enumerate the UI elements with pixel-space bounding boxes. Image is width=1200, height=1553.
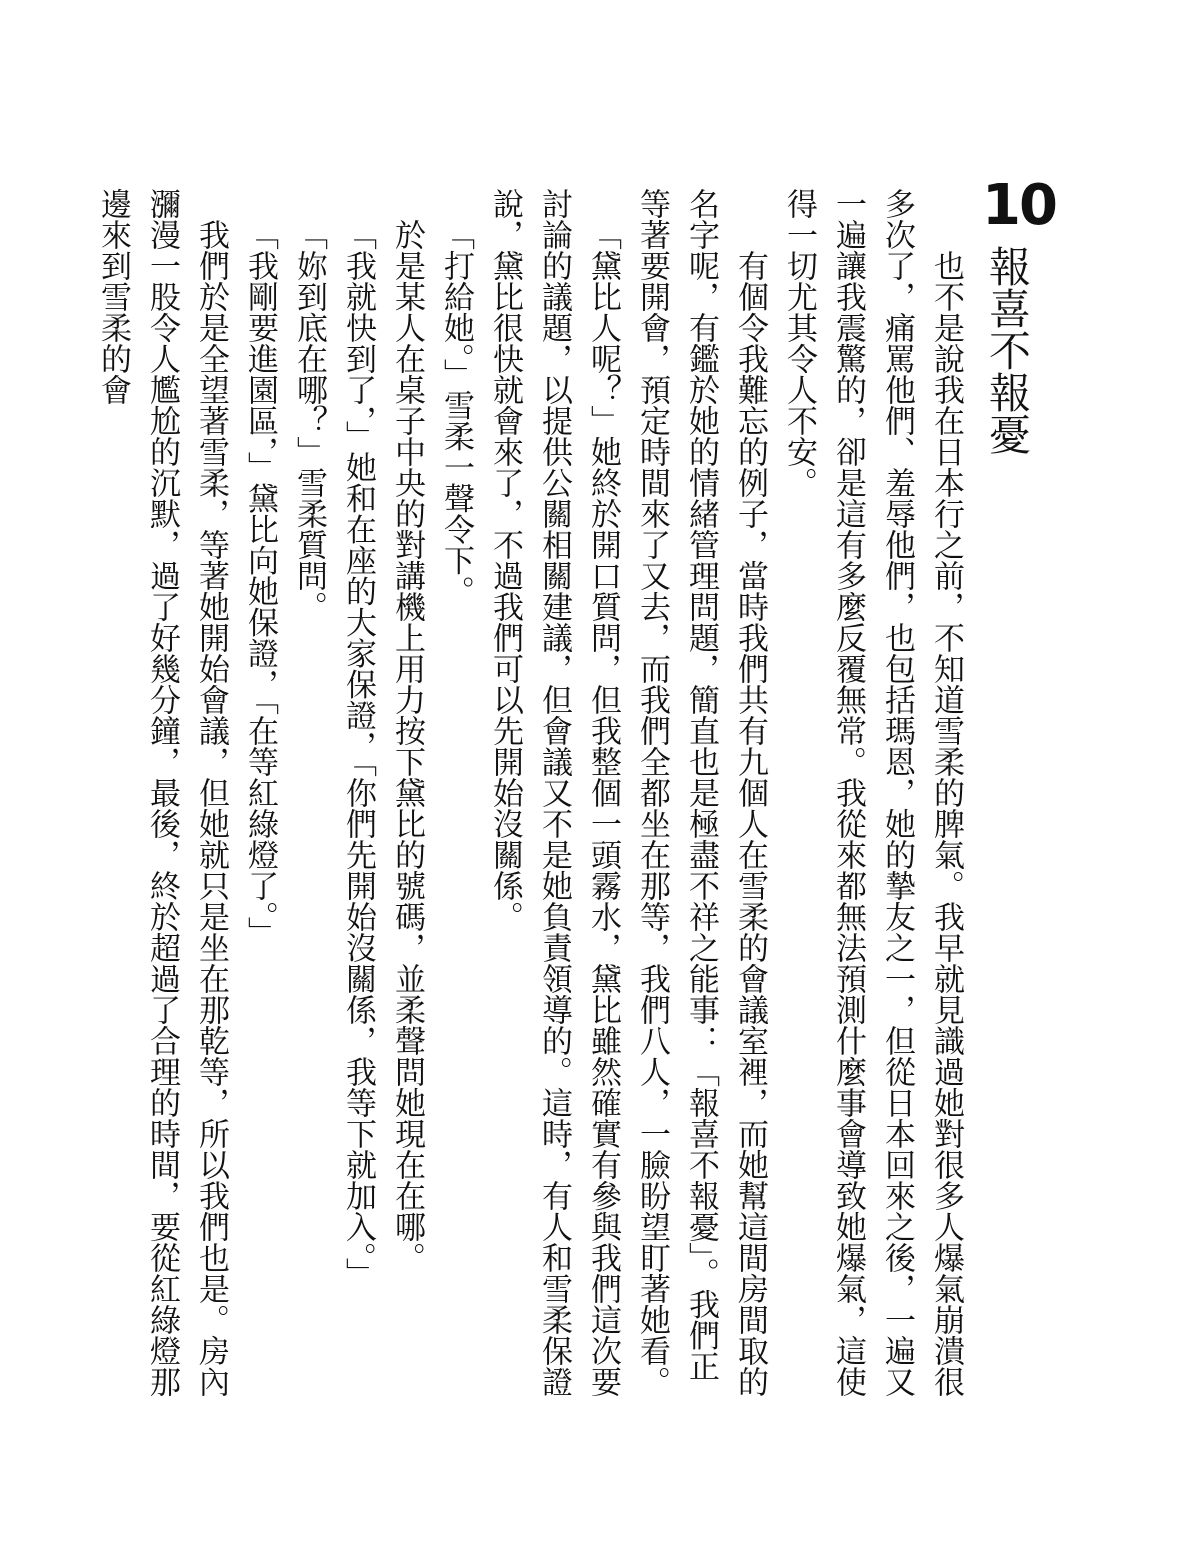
paragraph: 「我就快到了，」她和在座的大家保證，「你們先開始沒關係，我等下就加入。」 [340, 219, 376, 1289]
chapter-title: 報喜不報憂 [983, 245, 1032, 455]
chapter-number: 10 [982, 173, 1056, 238]
paragraph: 有個令我難忘的例子，當時我們共有九個人在雪柔的會議室裡，而她幫這間房間取的名字呢，有鑑於她的情緒管理問題，簡直也是極盡不祥之能事：「報喜不報憂」。我們正等著要開會，預定時間來了又去，而我們全都坐在那等，我們八人，一臉盼望盯著她看。 [634, 188, 768, 1397]
paragraph: 也不是說我在日本行之前，不知道雪柔的脾氣。我早就見識過她對很多人爆氣崩潰很多次了，痛罵他們、羞辱他們，也包括瑪恩，她的摯友之一，但從日本回來之後，一遍又一遍讓我震驚的，卻是這有多麼反覆無常。我從來都無法預測什麼事會導致她爆氣，這使得一切尤其令人不安。 [781, 188, 964, 1397]
paragraph: 我們於是全望著雪柔，等著她開始會議，但她就只是坐在那乾等，所以我們也是。房內瀰漫一股令人尷尬的沉默，過了好幾分鐘，最後，終於超過了合理的時間，要從紅綠燈那邊來到雪柔的會 [95, 188, 229, 1397]
paragraph: 「我剛要進園區，」黛比向她保證，「在等紅綠燈了。」 [242, 219, 278, 948]
paragraph: 「打給她。」雪柔一聲令下。 [438, 219, 474, 607]
paragraph: 「妳到底在哪？」雪柔質問。 [291, 219, 327, 622]
paragraph: 於是某人在桌子中央的對講機上用力按下黛比的號碼，並柔聲問她現在在哪。 [389, 219, 425, 1273]
paragraph: 「黛比人呢？」她終於開口質問，但我整個一頭霧水，黛比雖然確實有參與我們這次要討論的議題，以提供公關相關建議，但會議又不是她負責領導的。這時，有人和雪柔保證說，黛比很快就會來了，不過我們可以先開始沒關係。 [487, 188, 621, 1397]
body-text [88, 188, 970, 1398]
